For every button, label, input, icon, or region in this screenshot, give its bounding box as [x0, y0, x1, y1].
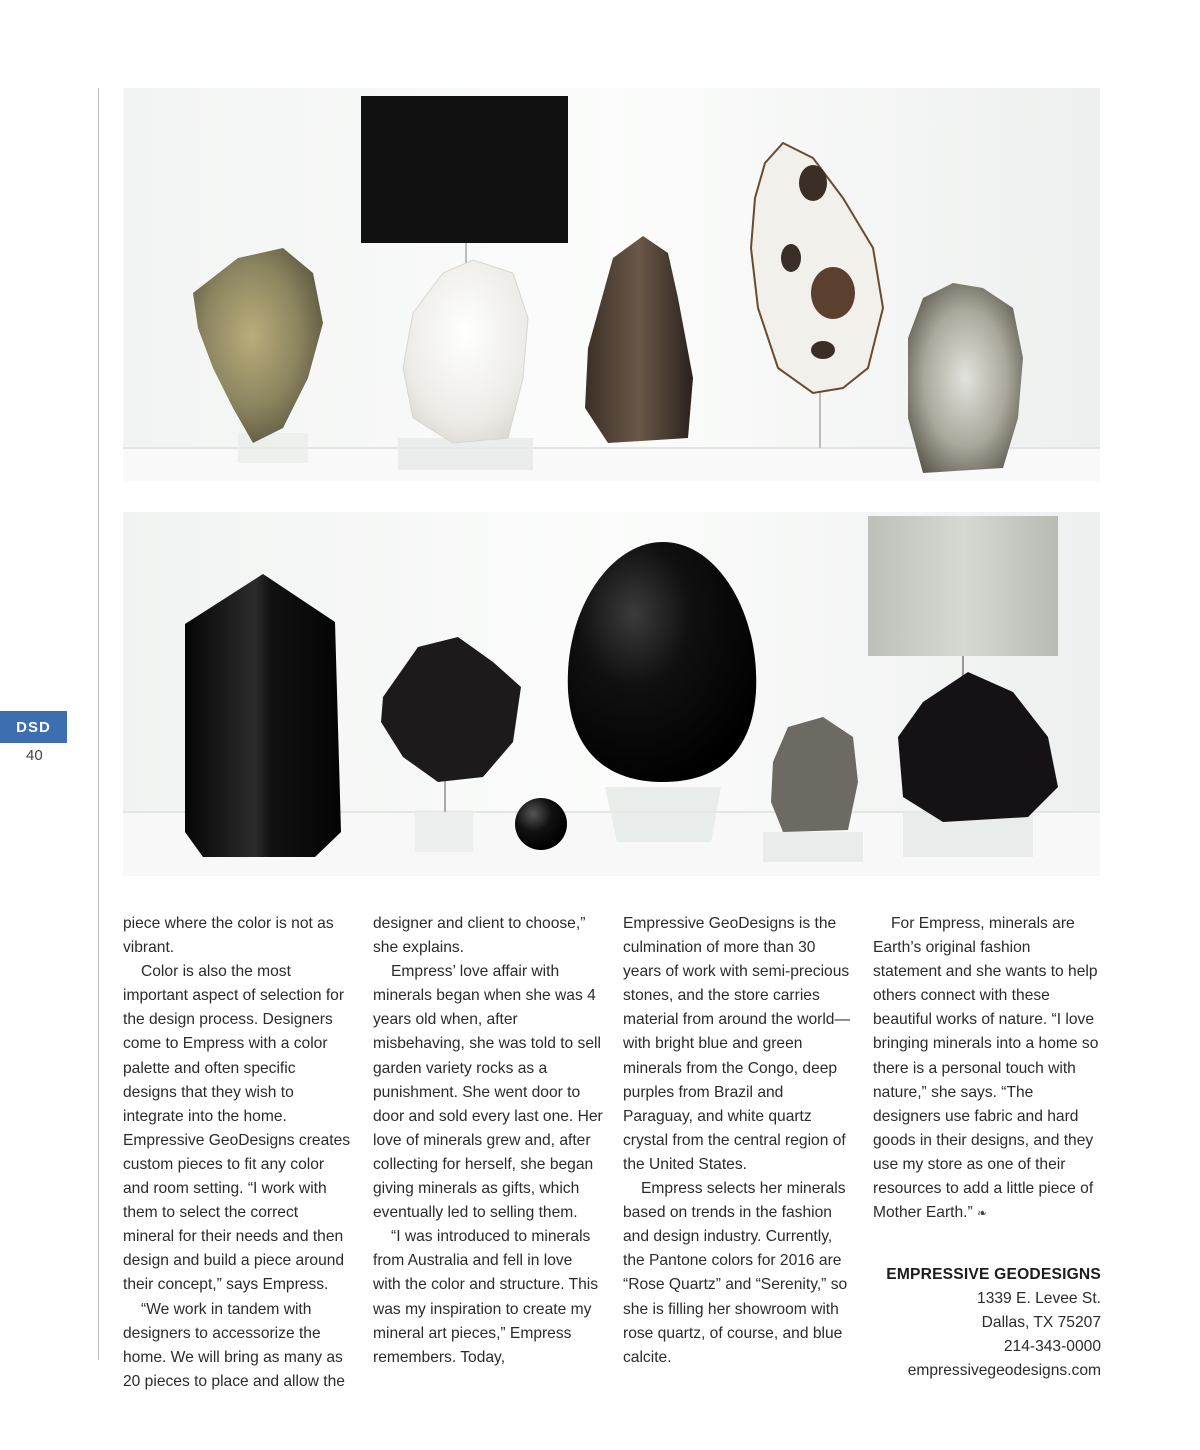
article-column-1	[123, 912, 353, 1394]
page-number: 40	[26, 747, 43, 764]
website: empressivegeodesigns.com	[907, 1362, 1101, 1379]
section-tab: DSD	[0, 711, 67, 743]
paragraph-text: For Empress, minerals are Earth’s original fashion statement and she wants to help others connect with these beautiful works of nature. “I love bringing minerals into a home so there is a personal touch with nature,” she says. “The designers use fabric and hard goods in their designs, and they use my store as one of their resources to add a little piece of Mother Earth.”	[873, 915, 1099, 1222]
street-address: 1339 E. Levee St.	[977, 1290, 1101, 1307]
paragraph: Color is also the most important aspect of selection for the design process. Designers come to Empress with a color palette and often specific designs that they wish to integrate into the home. Empressive GeoDesigns creates custom pieces to fit any color and room setting. “I work with them to select the correct mineral for their needs and then design and build a piece around their concept,” says Empress.	[123, 963, 351, 1294]
end-of-article-mark: ❧	[977, 1206, 988, 1221]
business-name: EMPRESSIVE GEODESIGNS	[886, 1266, 1101, 1283]
paragraph: “I was introduced to minerals from Australia and fell in love with the color and structure. This was my inspiration to create my mineral art pieces,” Empress remembers. Today,	[373, 1228, 599, 1366]
paragraph: designer and client to choose,” she explains.	[373, 915, 586, 957]
business-address	[886, 1263, 1101, 1383]
article-column-3	[623, 912, 853, 1370]
paragraph: Empressive GeoDesigns is the culmination of more than 30 years of work with semi-precious stones, and the store carries material from around the world—with bright blue and green minerals from the Congo, deep purples from Brazil and Paraguay, and white quartz crystal from the central region of the United States.	[623, 915, 851, 1173]
paragraph: Empress’ love affair with minerals began when she was 4 years old when, after misbehaving, she was told to sell garden variety rocks as a punishment. She went door to door and sold every last one. Her love of minerals grew and, after collecting for herself, she began giving minerals as gifts, which eventually led to selling them.	[373, 963, 603, 1222]
paragraph: piece where the color is not as vibrant.	[123, 915, 334, 957]
article-column-2	[373, 912, 603, 1370]
article-column-4	[873, 912, 1103, 1225]
paragraph: Empress selects her minerals based on trends in the fashion and design industry. Currently, the Pantone colors for 2016 are “Rose Quartz” and “Serenity,” so she is filling her showroom with rose quartz, of course, and blue calcite.	[623, 1180, 848, 1366]
city-state-zip: Dallas, TX 75207	[981, 1314, 1101, 1331]
paragraph: “We work in tandem with designers to accessorize the home. We will bring as many as 20 pieces to place and allow the	[123, 1300, 345, 1390]
phone-number: 214-343-0000	[1003, 1338, 1101, 1355]
left-margin-rule	[98, 88, 99, 1360]
paragraph	[873, 912, 1103, 1225]
upper-shelf-photo	[123, 88, 1100, 481]
lower-shelf-photo	[123, 512, 1100, 876]
